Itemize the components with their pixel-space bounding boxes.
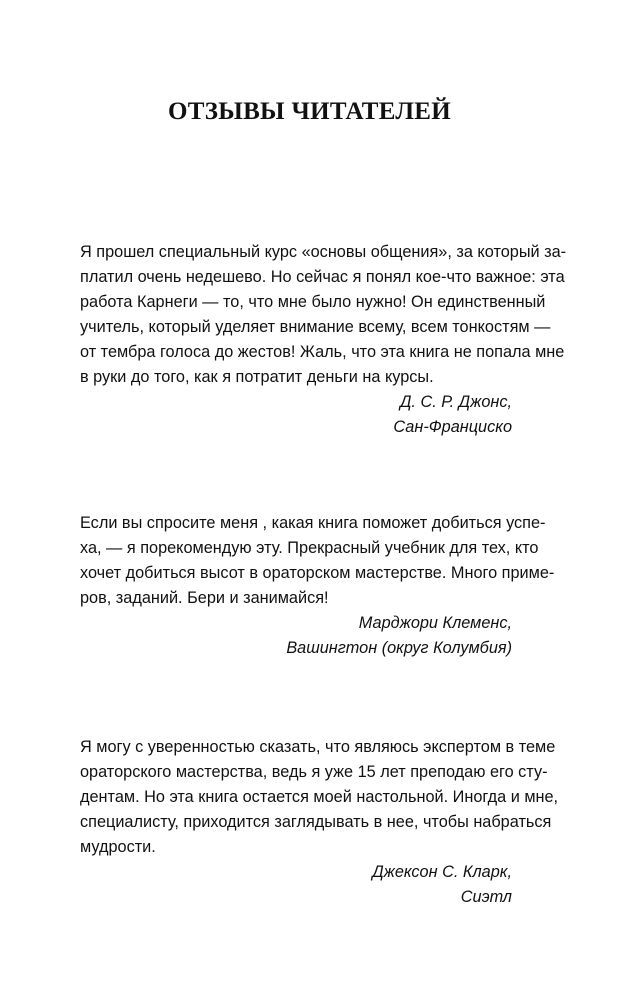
review-line: ха, — я порекомендую эту. Прекрасный учебник для тех, кто — [80, 539, 539, 557]
review-place: Вашингтон (округ Колумбия) — [286, 639, 512, 657]
review-line: Я прошел специальный курс «основы общения», за который за- — [80, 243, 567, 261]
review-line: специалисту, приходится заглядывать в нее, чтобы набраться — [80, 813, 552, 831]
review-line: ораторского мастерства, ведь я уже 15 лет преподаю его сту- — [80, 763, 548, 781]
review-line: в руки до того, как я потратит деньги на курсы. — [80, 368, 434, 386]
review-line: Если вы спросите меня , какая книга поможет добиться успе- — [80, 514, 546, 532]
review-line: хочет добиться высот в ораторском мастерстве. Много приме- — [80, 564, 555, 582]
review-2 — [80, 511, 555, 661]
review-line: ров, заданий. Бери и занимайся! — [80, 589, 329, 607]
review-line: платил очень недешево. Но сейчас я понял кое-что важное: эта — [80, 268, 565, 286]
review-line: мудрости. — [80, 838, 156, 856]
review-signature — [80, 611, 512, 661]
review-text — [80, 511, 555, 611]
review-place: Сиэтл — [460, 888, 512, 906]
review-text — [80, 240, 567, 390]
review-author: Д. С. Р. Джонс, — [399, 393, 512, 411]
review-line: дентам. Но эта книга остается моей настольной. Иногда и мне, — [80, 788, 559, 806]
review-author: Марджори Клеменс, — [358, 614, 512, 632]
page-title: ОТЗЫВЫ ЧИТАТЕЛЕЙ — [168, 98, 451, 125]
review-signature — [80, 390, 512, 440]
review-author: Джексон С. Кларк, — [372, 863, 512, 881]
review-line: учитель, который уделяет внимание всему, всем тонкостям — — [80, 318, 551, 336]
review-signature — [80, 860, 512, 910]
review-place: Сан-Франциско — [393, 418, 512, 436]
review-3 — [80, 735, 559, 910]
review-line: от тембра голоса до жестов! Жаль, что эта книга не попала мне — [80, 343, 565, 361]
review-line: Я могу с уверенностью сказать, что являюсь экспертом в теме — [80, 738, 556, 756]
review-text — [80, 735, 559, 860]
review-line: работа Карнеги — то, что мне было нужно! Он единственный — [80, 293, 546, 311]
review-1 — [80, 240, 567, 440]
